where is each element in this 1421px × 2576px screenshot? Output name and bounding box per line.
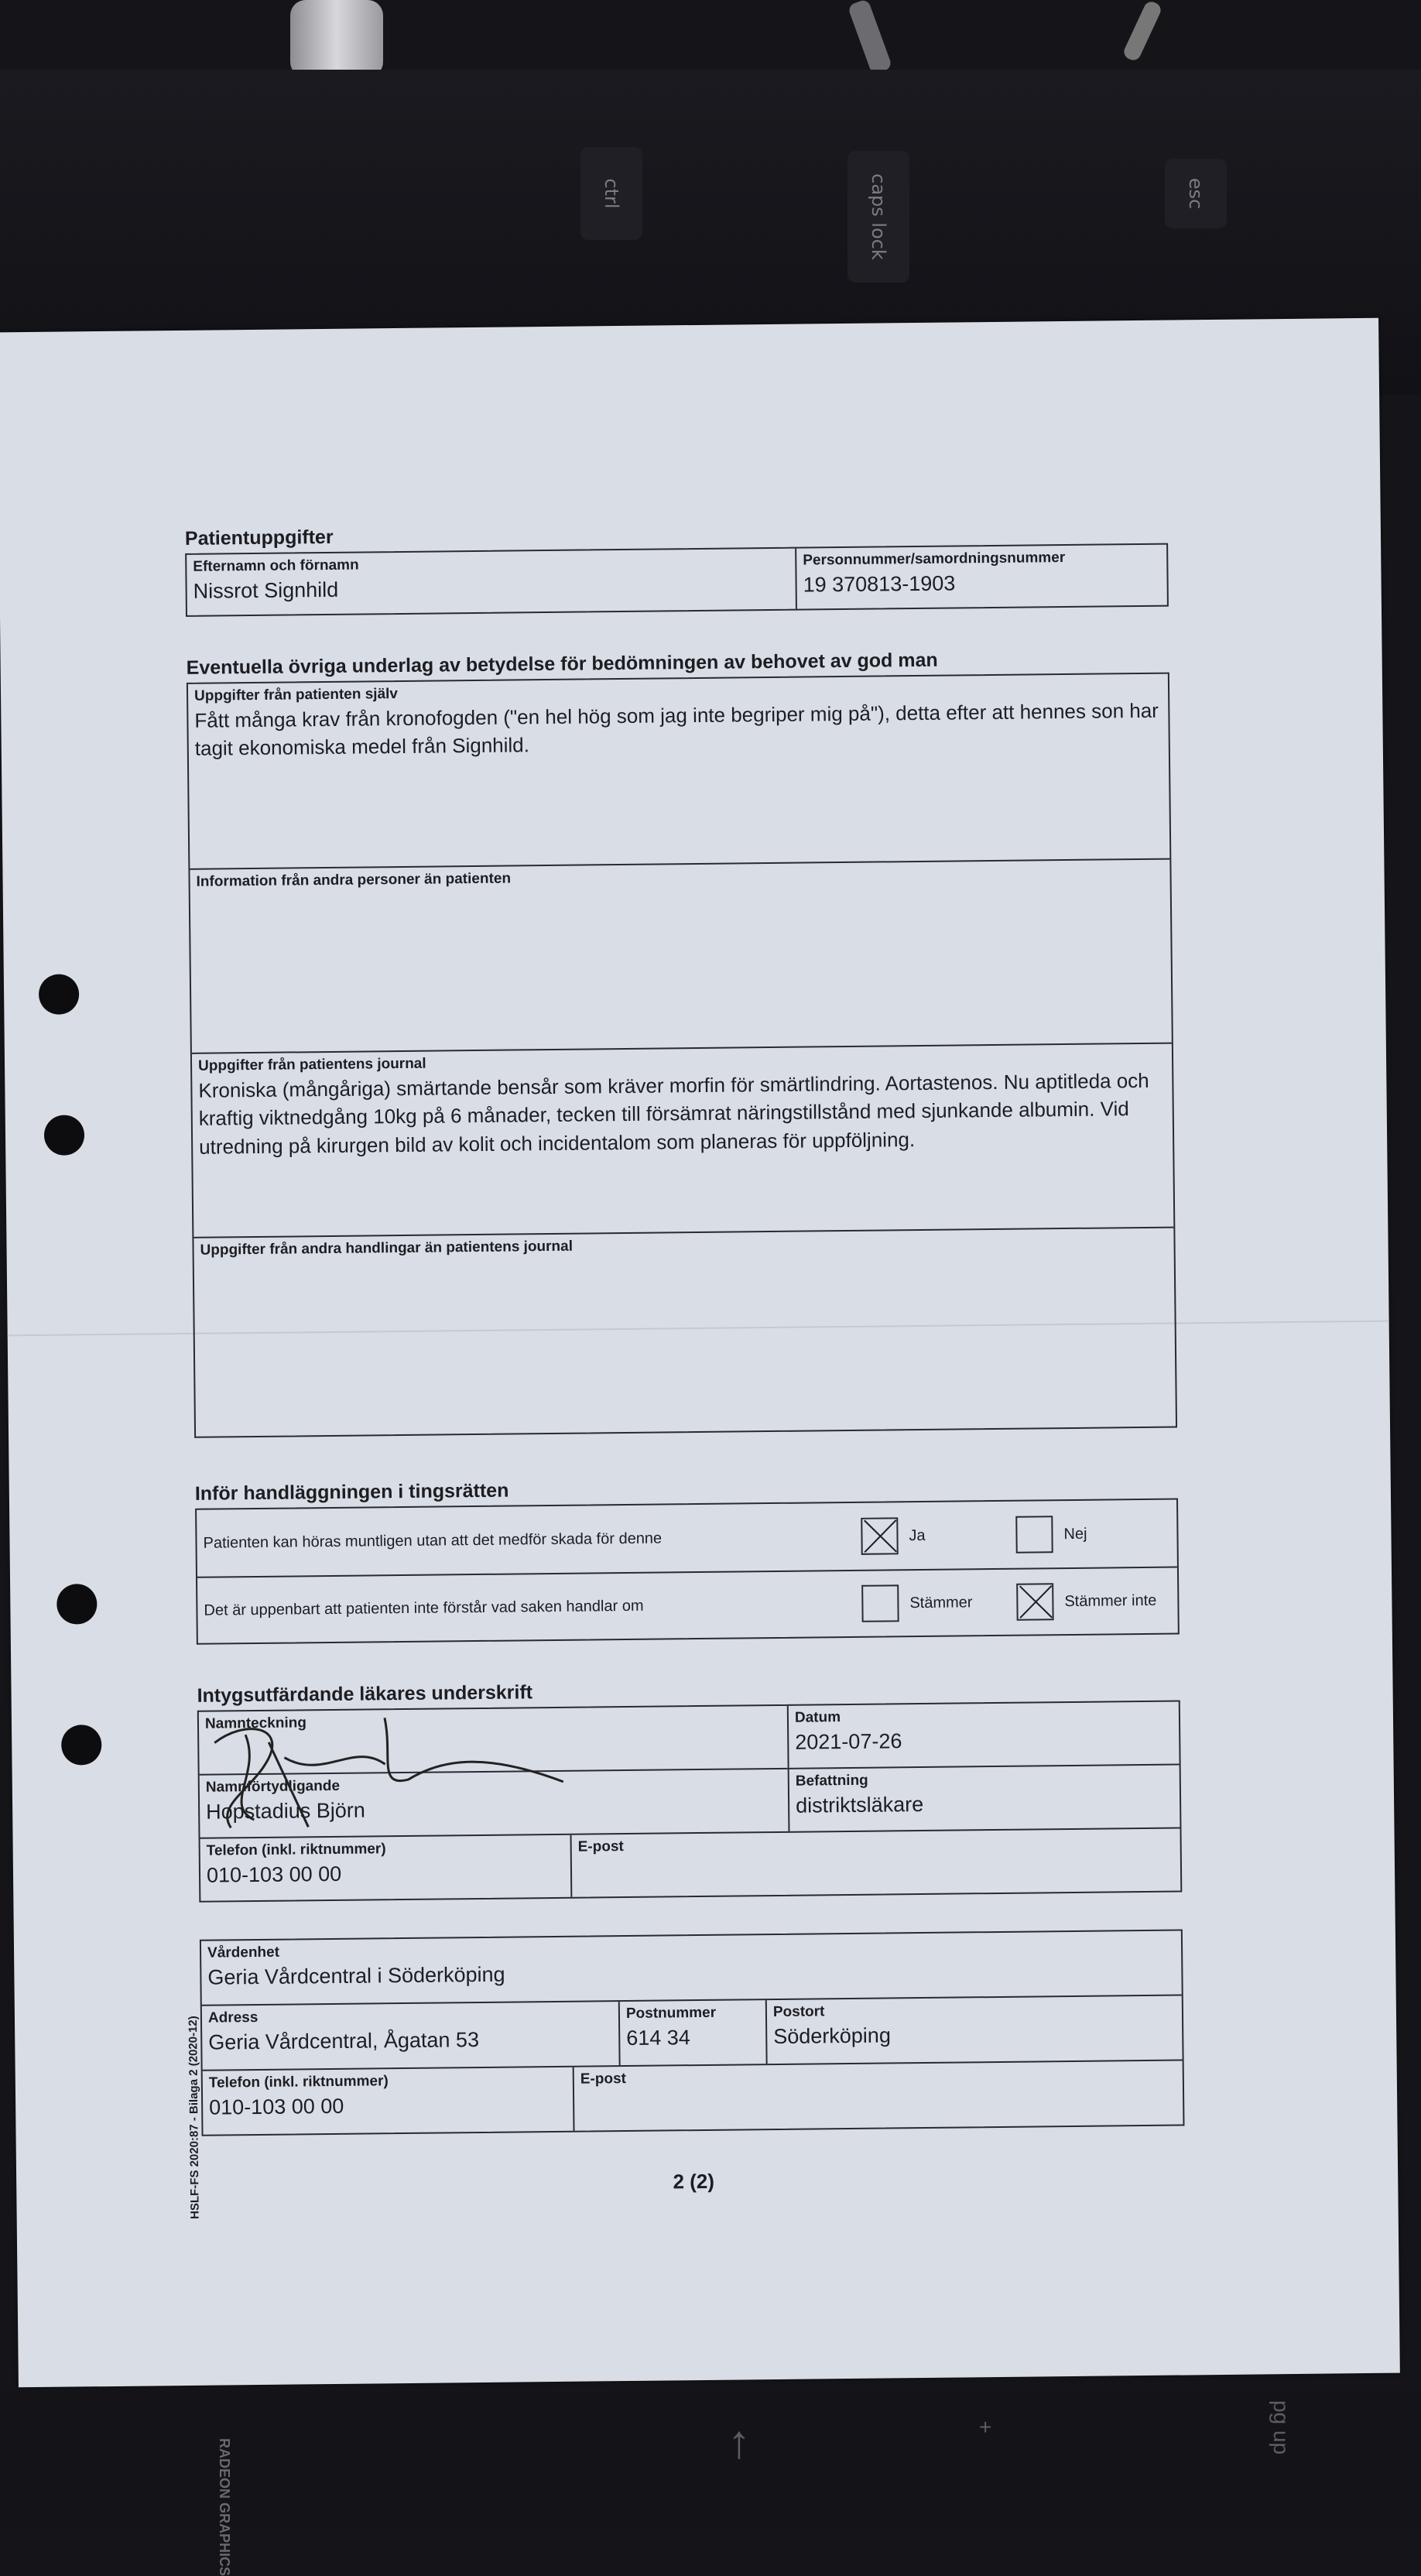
phone-field[interactable]: [200, 1835, 571, 1901]
field-value: Geria Vårdcentral, Ågatan 53: [208, 2028, 480, 2054]
field-value: Nissrot Signhild: [193, 577, 339, 603]
field-value: Geria Vårdcentral i Söderköping: [207, 1962, 505, 1989]
checkbox-checked[interactable]: [861, 1517, 899, 1555]
arrow-up-icon: ↑: [728, 2416, 751, 2468]
unit-email-field[interactable]: [573, 2061, 1183, 2131]
checkbox-unchecked[interactable]: [861, 1584, 899, 1622]
gpu-badge: RADEON GRAPHICS: [217, 2438, 232, 2576]
field-label: Postnummer: [625, 2004, 717, 2023]
section-title-patient: Patientuppgifter: [184, 526, 334, 550]
patient-box: [185, 543, 1169, 617]
section-title-signature: Intygsutfärdande läkares underskrift: [197, 1681, 533, 1707]
field-value: Söderköping: [773, 2023, 892, 2049]
key-caps-lock: caps lock: [847, 151, 909, 283]
option-no[interactable]: [1015, 1515, 1170, 1553]
field-label: Adress: [207, 2009, 259, 2026]
field-value: distriktsläkare: [795, 1792, 924, 1817]
field-label: E-post: [580, 2071, 627, 2088]
form-reference: HSLF-FS 2020:87 - Bilaga 2 (2020-12): [186, 2016, 202, 2219]
key-pg-up: pg up: [1269, 2400, 1294, 2455]
field-label: Efternamn och förnamn: [193, 557, 359, 575]
field-label: Datum: [794, 1709, 841, 1726]
field-label: Telefon (inkl. riktnummer): [208, 2073, 389, 2091]
handwritten-signature: [199, 1708, 634, 1836]
field-label: Uppgifter från patienten själv: [193, 686, 399, 704]
court-box: [195, 1499, 1180, 1645]
field-label: Uppgifter från patientens journal: [197, 1055, 426, 1074]
journal-field[interactable]: [192, 1043, 1173, 1237]
field-value: Kroniska (mångåriga) smärtande bensår som kräver morfin för smärtlindring. Aortastenos. Nu aptitleda och kraftig viktnedgång 10kg på 6 månader, tecken till försämrat näringstillstånd med sjunkande albumin. Vid utredning på kirurgen bild av kolit och incidentalom som planeras för uppföljning.: [198, 1068, 1149, 1159]
punch-hole: [61, 1725, 102, 1766]
field-label: E-post: [577, 1838, 624, 1855]
punch-hole: [39, 974, 80, 1015]
field-value: [578, 1853, 1174, 1859]
checkbox-checked[interactable]: [1016, 1583, 1054, 1621]
field-label: Uppgifter från andra handlingar än patientens journal: [200, 1238, 574, 1259]
field-value: 2021-07-26: [795, 1729, 902, 1754]
court-question-1: [197, 1500, 1177, 1577]
option-label: Ja: [909, 1526, 926, 1544]
field-value: 19 370813-1903: [803, 571, 956, 597]
laptop-bottom: [0, 2392, 1421, 2526]
field-value: 010-103 00 00: [209, 2094, 344, 2119]
unit-phone-field[interactable]: [203, 2067, 574, 2135]
care-unit-field[interactable]: [201, 1931, 1182, 2005]
field-value: 614 34: [626, 2026, 691, 2050]
field-label: Vårdenhet: [207, 1944, 280, 1961]
field-value: Hopstadius Björn: [206, 1798, 365, 1824]
option-label: Nej: [1063, 1525, 1087, 1543]
checkbox-unchecked[interactable]: [1015, 1516, 1053, 1553]
field-label: Namnförtydligande: [205, 1777, 341, 1796]
field-value: 010-103 00 00: [206, 1862, 342, 1887]
plus-icon: +: [979, 2415, 992, 2439]
option-yes[interactable]: [861, 1516, 1015, 1555]
city-field[interactable]: [765, 1996, 1183, 2064]
option-agree[interactable]: [861, 1584, 1016, 1622]
page-number: 2 (2): [673, 2169, 715, 2194]
section-title-other-basis: Eventuella övriga underlag av betydelse för bedömningen av behovet av god man: [186, 649, 938, 679]
cable: [1121, 0, 1163, 63]
section-title-court: Inför handläggningen i tingsrätten: [194, 1479, 509, 1505]
other-basis-box: [187, 673, 1177, 1438]
position-field[interactable]: [788, 1766, 1180, 1831]
postal-code-field[interactable]: [618, 2000, 766, 2065]
punch-hole: [56, 1584, 98, 1625]
field-label: Information från andra personer än patienten: [196, 870, 512, 890]
from-others-field[interactable]: [190, 858, 1171, 1053]
cable: [290, 0, 383, 77]
other-documents-field[interactable]: [193, 1227, 1176, 1437]
signature-box: [197, 1701, 1183, 1903]
field-label: Namnteckning: [204, 1714, 307, 1732]
patient-name-field[interactable]: [187, 549, 796, 615]
field-value: Fått många krav från kronofogden ("en hel hög som jag inte begriper mig på"), detta efter att hennes son har tagit ekonomiska medel från Signhild.: [194, 698, 1159, 761]
field-label: Personnummer/samordningsnummer: [803, 549, 1066, 569]
option-label: Stämmer: [909, 1593, 973, 1612]
document-page: [0, 318, 1400, 2388]
field-label: Telefon (inkl. riktnummer): [206, 1841, 386, 1859]
court-question-2: [197, 1567, 1178, 1643]
address-field[interactable]: [202, 2002, 619, 2070]
key-esc: esc: [1165, 159, 1227, 228]
personal-number-field[interactable]: [795, 545, 1167, 609]
question-text: Det är uppenbart att patienten inte förstår vad saken handlar om: [204, 1597, 644, 1619]
punch-hole: [44, 1115, 85, 1156]
care-unit-box: [200, 1929, 1185, 2136]
option-disagree[interactable]: [1016, 1582, 1171, 1621]
question-text: Patienten kan höras muntligen utan att det medför skada för denne: [203, 1530, 663, 1552]
field-value: [580, 2085, 1176, 2091]
from-patient-field[interactable]: [188, 674, 1169, 868]
key-ctrl: ctrl: [580, 147, 642, 240]
form-content: [185, 518, 1186, 2199]
field-label: Befattning: [795, 1772, 868, 1790]
option-label: Stämmer inte: [1064, 1591, 1157, 1610]
cable: [847, 0, 893, 75]
date-field[interactable]: [787, 1702, 1180, 1768]
email-field[interactable]: [570, 1829, 1181, 1897]
field-label: Postort: [772, 2003, 825, 2021]
